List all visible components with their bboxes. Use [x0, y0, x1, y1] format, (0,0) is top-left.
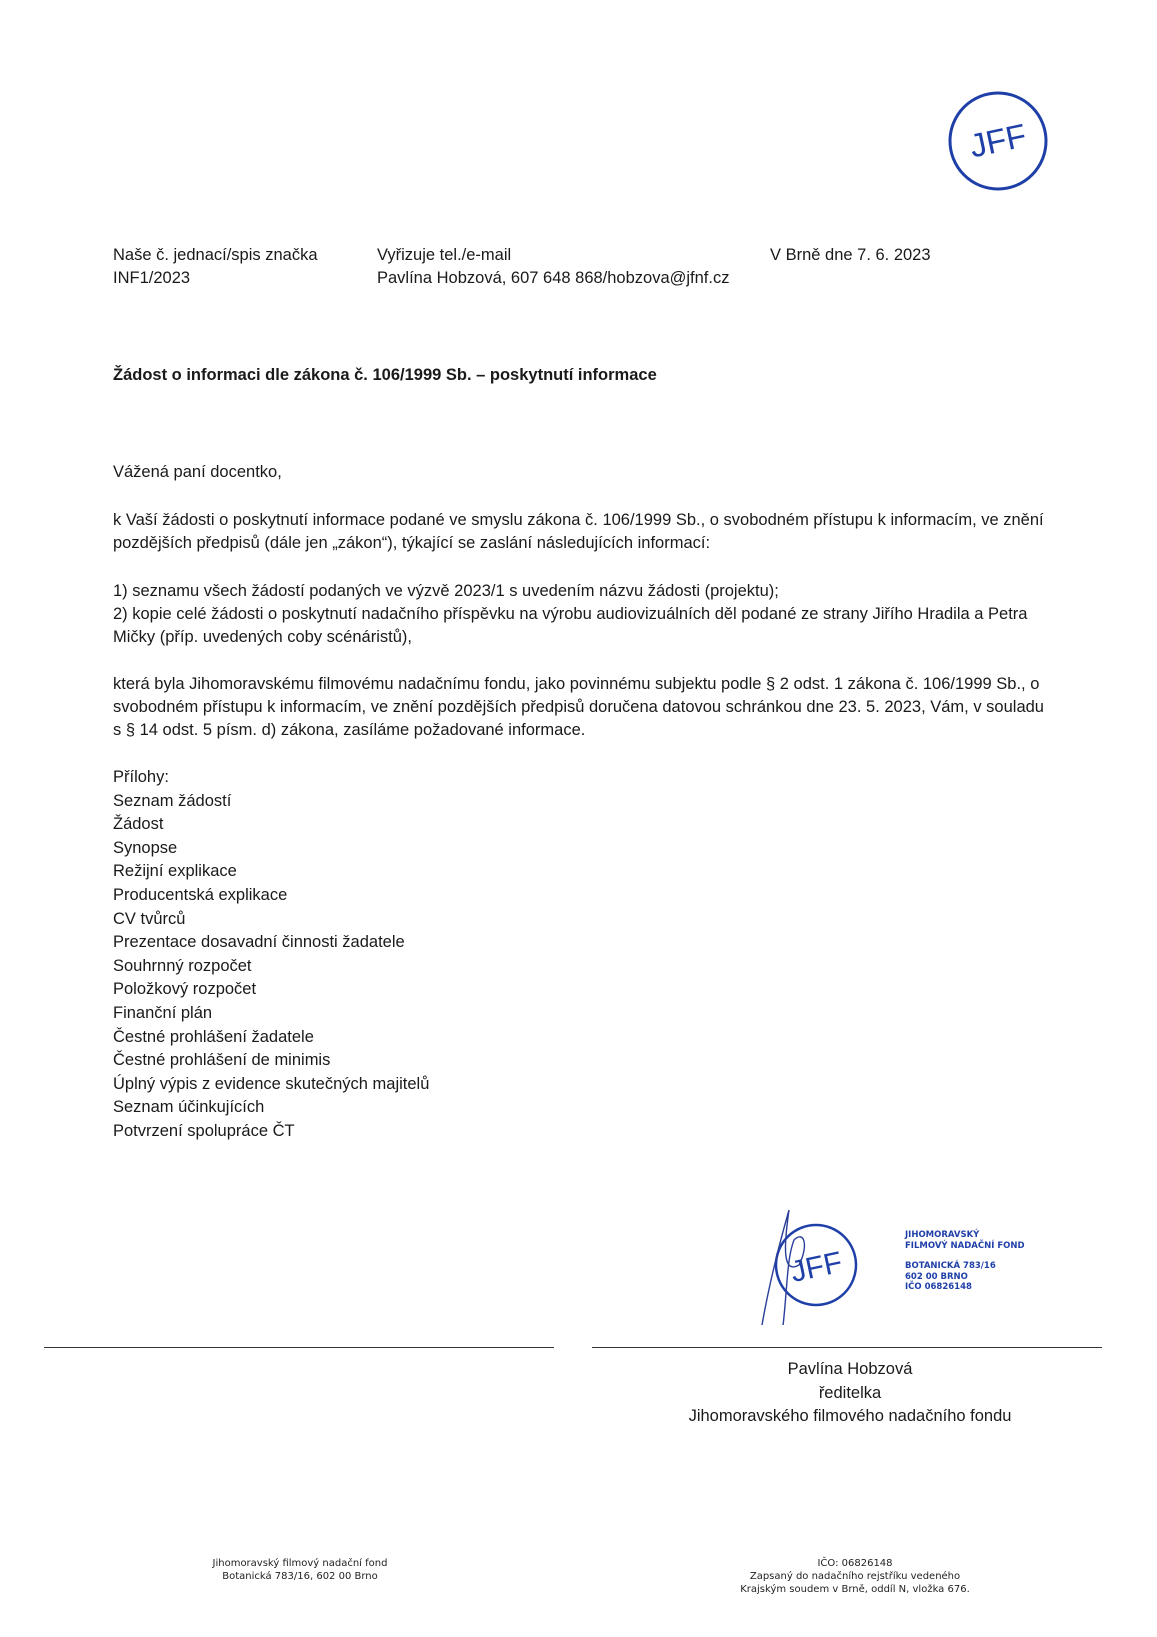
reference-block	[113, 244, 318, 290]
attachments-list	[113, 766, 429, 1144]
attachment-item: Potvrzení spolupráce ČT	[113, 1121, 295, 1140]
salutation: Vážená paní docentko,	[113, 463, 282, 481]
footer-right-line-3: Krajským soudem v Brně, oddíl N, vložka 676.	[740, 1584, 970, 1595]
reference-value: INF1/2023	[113, 269, 191, 287]
subject-line: Žádost o informaci dle zákona č. 106/1999 Sb. – poskytnutí informace	[113, 366, 657, 384]
footer-right-line-2: Zapsaný do nadačního rejstříku vedeného	[749, 1571, 961, 1582]
signatory-block	[660, 1358, 1040, 1429]
place-date: V Brně dne 7. 6. 2023	[770, 246, 931, 264]
stamp-line-5: IČO 06826148	[905, 1282, 972, 1292]
contact-value: Pavlína Hobzová, 607 648 868/hobzova@jfnf.cz	[377, 269, 730, 287]
footer-right-line-1: IČO: 06826148	[817, 1558, 893, 1569]
logo-text: JFF	[966, 116, 1030, 165]
attachment-item: Synopse	[113, 838, 178, 857]
stamp-line-2: FILMOVÝ NADAČNÍ FOND	[905, 1240, 1025, 1251]
attachment-item: Souhrnný rozpočet	[113, 956, 252, 975]
stamp-line-4: 602 00 BRNO	[905, 1271, 968, 1282]
request-item-1: 1) seznamu všech žádostí podaných ve výzvě 2023/1 s uvedením názvu žádosti (projektu);	[113, 582, 779, 600]
attachment-item: Seznam žádostí	[113, 791, 232, 810]
attachment-item: Finanční plán	[113, 1003, 213, 1022]
attachment-item: Čestné prohlášení žadatele	[113, 1027, 314, 1046]
attachment-item: Úplný výpis z evidence skutečných majitelů	[113, 1074, 430, 1093]
contact-label: Vyřizuje tel./e-mail	[377, 246, 512, 264]
attachment-item: Žádost	[113, 815, 164, 834]
signatory-name: Pavlína Hobzová	[787, 1360, 913, 1378]
request-item-2: 2) kopie celé žádosti o poskytnutí nadačního příspěvku na výrobu audiovizuálních děl podané ze strany Jiřího Hradila a Petra Mičky (příp. uvedených coby scénáristů),	[113, 605, 1028, 646]
footer-left-line-2: Botanická 783/16, 602 00 Brno	[222, 1571, 378, 1582]
signature-line-right	[592, 1347, 1102, 1348]
attachments-heading: Přílohy:	[113, 768, 169, 786]
stamp-logo-text: JFF	[787, 1245, 846, 1289]
stamp-text	[905, 1230, 1025, 1293]
signatory-role: ředitelka	[818, 1383, 882, 1402]
paragraph-response: která byla Jihomoravskému filmovému nadačnímu fondu, jako povinnému subjektu podle § 2 odst. 1 zákona č. 106/1999 Sb., o svobodném přístupu k informacím, ve znění pozdějších předpisů doručena datovou schránkou dne 23. 5. 2023, Vám, v souladu s § 14 odst. 5 písm. d) zákona, zasíláme požadované informace.	[113, 675, 1044, 739]
attachment-item: Seznam účinkujících	[113, 1098, 265, 1117]
attachment-item: CV tvůrců	[113, 909, 186, 928]
footer-left-line-1: Jihomoravský filmový nadační fond	[212, 1558, 388, 1569]
stamp-line-1: JIHOMORAVSKÝ	[905, 1230, 980, 1240]
attachment-item: Položkový rozpočet	[113, 980, 257, 999]
attachment-item: Producentská explikace	[113, 885, 288, 904]
contact-block	[377, 244, 729, 290]
stamp-line-3: BOTANICKÁ 783/16	[905, 1261, 996, 1271]
attachment-item: Čestné prohlášení de minimis	[113, 1051, 331, 1070]
paragraph-intro: k Vaší žádosti o poskytnutí informace podané ve smyslu zákona č. 106/1999 Sb., o svobodném přístupu k informacím, ve znění pozdějších předpisů (dále jen „zákon“), týkající se zaslání následujících informací:	[113, 511, 1044, 552]
footer-right	[700, 1557, 1010, 1596]
signatory-org: Jihomoravského filmového nadačního fondu	[688, 1407, 1012, 1425]
jff-logo	[947, 90, 1049, 192]
attachment-item: Režijní explikace	[113, 862, 237, 881]
signature-line-left	[44, 1347, 554, 1348]
footer-left	[170, 1557, 430, 1583]
attachment-item: Prezentace dosavadní činnosti žadatele	[113, 933, 405, 952]
reference-label: Naše č. jednací/spis značka	[113, 246, 318, 264]
